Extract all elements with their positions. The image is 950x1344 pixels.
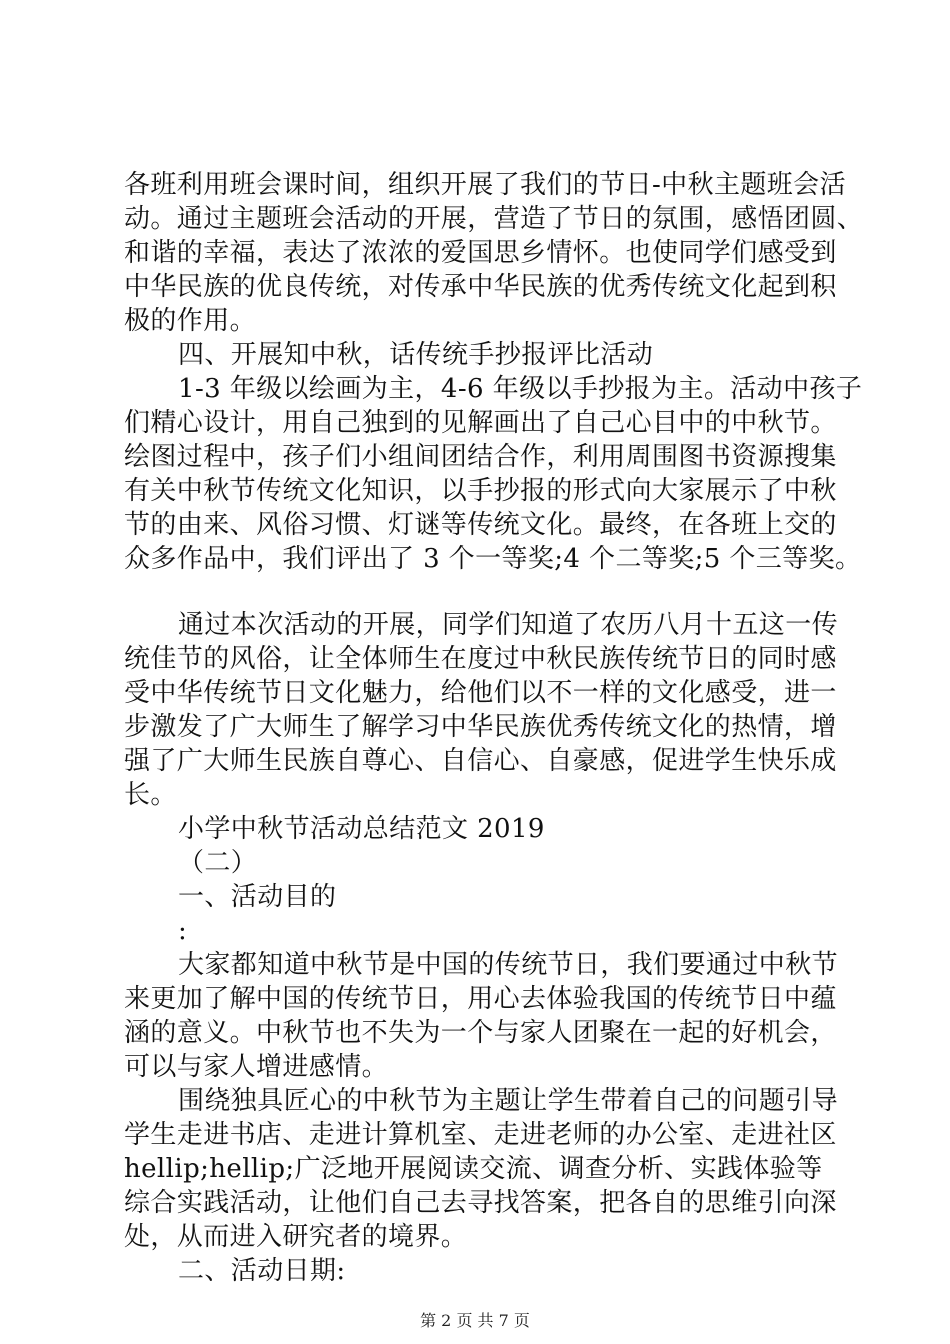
body-line: 长。 [124,780,177,810]
body-line: 节的由来、风俗习惯、灯谜等传统文化。最终，在各班上交的 [124,510,837,540]
body-line: 们精心设计，用自己独到的见解画出了自己心目中的中秋节。 [124,408,837,438]
page-number-footer: 第 2 页 共 7 页 [420,1311,530,1330]
body-line: 综合实践活动，让他们自己去寻找答案，把各自的思维引向深 [124,1188,837,1218]
body-line: 众多作品中，我们评出了 3 个一等奖;4 个二等奖;5 个三等奖。 [124,544,862,574]
section-heading: 四、开展知中秋，话传统手抄报评比活动 [178,340,654,370]
body-line: 绘图过程中，孩子们小组间团结合作，利用周围图书资源搜集 [124,442,837,472]
body-line: 和谐的幸福，表达了浓浓的爱国思乡情怀。也使同学们感受到 [124,238,837,268]
body-line: 极的作用。 [124,306,257,336]
body-line: 中华民族的优良传统，对传承中华民族的优秀传统文化起到积 [124,272,837,302]
body-line: 学生走进书店、走进计算机室、走进老师的办公室、走进社区 [124,1120,837,1150]
body-line: 通过本次活动的开展，同学们知道了农历八月十五这一传 [178,610,839,640]
body-line: 统佳节的风俗，让全体师生在度过中秋民族传统节日的同时感 [124,644,837,674]
body-line: 有关中秋节传统文化知识，以手抄报的形式向大家展示了中秋 [124,476,837,506]
body-line: 围绕独具匠心的中秋节为主题让学生带着自己的问题引导 [178,1086,839,1116]
body-line: : [178,916,188,946]
body-line: 各班利用班会课时间，组织开展了我们的节日-中秋主题班会活 [124,170,846,200]
body-line: 受中华传统节日文化魅力，给他们以不一样的文化感受，进一 [124,678,837,708]
body-line: hellip;hellip;广泛地开展阅读交流、调查分析、实践体验等 [124,1154,823,1184]
body-line: 可以与家人增进感情。 [124,1052,389,1082]
body-line: 涵的意义。中秋节也不失为一个与家人团聚在一起的好机会， [124,1018,837,1048]
document-subtitle: （二） [178,848,258,878]
section-heading: 一、活动目的 [178,882,337,912]
section-heading: 二、活动日期: [178,1256,346,1286]
body-line: 处，从而进入研究者的境界。 [124,1222,468,1252]
body-line: 步激发了广大师生了解学习中华民族优秀传统文化的热情，增 [124,712,837,742]
body-line: 大家都知道中秋节是中国的传统节日，我们要通过中秋节 [178,950,839,980]
document-title: 小学中秋节活动总结范文 2019 [178,814,545,844]
body-line: 强了广大师生民族自尊心、自信心、自豪感，促进学生快乐成 [124,746,837,776]
body-line: 来更加了解中国的传统节日，用心去体验我国的传统节日中蕴 [124,984,837,1014]
body-line: 动。通过主题班会活动的开展，营造了节日的氛围，感悟团圆、 [124,204,864,234]
body-line: 1-3 年级以绘画为主，4-6 年级以手抄报为主。活动中孩子 [178,374,863,404]
